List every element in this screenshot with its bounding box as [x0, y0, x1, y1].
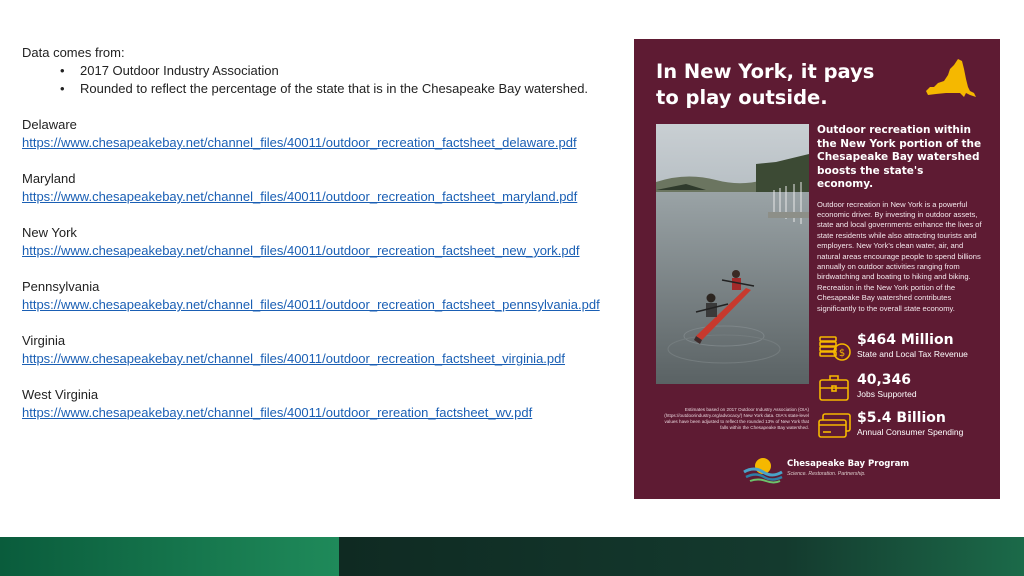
- factsheet-link-virginia[interactable]: https://www.chesapeakebay.net/channel_files/40011/outdoor_recreation_factsheet_virginia.pdf: [22, 351, 565, 366]
- state-name: Maryland: [22, 171, 76, 186]
- flyer-body-text: Outdoor recreation in New York is a powerful economic driver. By investing in outdoor assets, state and local governments enhance the lives of state residents while also attracting tourists and employers. New York's clean water, air, and natural areas encourage people to spend billions annually on outdoor activities ranging from birdwatching and boating to hiking and biking. Recreation in the New York portion of the Chesapeake Bay watershed contributes significantly to the overall state economy.: [817, 199, 982, 313]
- stat-jobs: [817, 372, 997, 406]
- bullet-item: • Rounded to reflect the percentage of the state that is in the Chesapeake Bay watershed.: [60, 80, 622, 98]
- state-name: New York: [22, 225, 77, 240]
- factsheet-link-maryland[interactable]: https://www.chesapeakebay.net/channel_files/40011/outdoor_recreation_factsheet_maryland.pdf: [22, 189, 578, 204]
- flyer-footnote: Estimates based on 2017 Outdoor Industry Association (OIA) (https://outdoorindustry.org/advocacy/) New York data. OIA's state-level values have been adjusted to reflect the rounded 13% of New York that falls within the Chesapeake Bay watershed.: [664, 407, 809, 430]
- flyer-description: [817, 124, 982, 314]
- headline-line-1: In New York, it pays: [656, 60, 875, 83]
- state-name: Delaware: [22, 117, 77, 132]
- briefcase-icon: [817, 372, 853, 404]
- bullet-item: • 2017 Outdoor Industry Association: [60, 62, 622, 80]
- factsheet-link-delaware[interactable]: https://www.chesapeakebay.net/channel_files/40011/outdoor_recreation_factsheet_delaware.pdf: [22, 135, 577, 150]
- source-new-york: [22, 224, 622, 260]
- flyer-subhead: Outdoor recreation within the New York portion of the Chesapeake Bay watershed boosts the state's economy.: [817, 124, 982, 190]
- new-york-factsheet-flyer: [634, 39, 1000, 499]
- state-name: West Virginia: [22, 387, 99, 402]
- source-west-virginia: [22, 386, 622, 422]
- stat-label: State and Local Tax Revenue: [857, 349, 968, 359]
- logo-tagline: Science. Restoration. Partnership.: [787, 471, 866, 477]
- data-source-bullets: [22, 62, 622, 98]
- stat-label: Jobs Supported: [857, 389, 917, 399]
- bay-program-emblem-icon: [742, 454, 784, 484]
- money-stack-icon: [817, 332, 853, 364]
- logo-name: Chesapeake Bay Program: [787, 459, 910, 469]
- state-name: Virginia: [22, 333, 66, 348]
- footer-band-left: [0, 537, 339, 576]
- stat-tax-revenue: [817, 332, 997, 366]
- credit-card-icon: [817, 410, 853, 442]
- flyer-headline: [656, 59, 916, 111]
- data-source-heading: Data comes from:: [22, 45, 125, 60]
- state-name: Pennsylvania: [22, 279, 100, 294]
- source-delaware: [22, 116, 622, 152]
- stat-value: $5.4 Billion: [857, 410, 946, 426]
- kayakers-photo: [656, 124, 809, 384]
- headline-line-2: to play outside.: [656, 86, 828, 109]
- footer-band-right: [339, 537, 1024, 576]
- chesapeake-bay-program-logo: [742, 454, 910, 484]
- sources-text-column: [22, 44, 622, 422]
- stat-label: Annual Consumer Spending: [857, 427, 964, 437]
- source-maryland: [22, 170, 622, 206]
- source-virginia: [22, 332, 622, 368]
- factsheet-link-pennsylvania[interactable]: https://www.chesapeakebay.net/channel_files/40011/outdoor_recreation_factsheet_pennsylvania.pdf: [22, 297, 600, 312]
- source-pennsylvania: [22, 278, 622, 314]
- stat-consumer-spending: [817, 410, 997, 444]
- footer-color-band: [0, 537, 1024, 576]
- stat-value: $464 Million: [857, 332, 954, 348]
- factsheet-link-new-york[interactable]: https://www.chesapeakebay.net/channel_files/40011/outdoor_recreation_factsheet_new_york.pdf: [22, 243, 580, 258]
- new-york-state-map-icon: [924, 57, 978, 101]
- svg-text:$: $: [838, 348, 846, 359]
- stat-value: 40,346: [857, 372, 912, 388]
- factsheet-link-west-virginia[interactable]: https://www.chesapeakebay.net/channel_files/40011/outdoor_rereation_factsheet_wv.pdf: [22, 405, 533, 420]
